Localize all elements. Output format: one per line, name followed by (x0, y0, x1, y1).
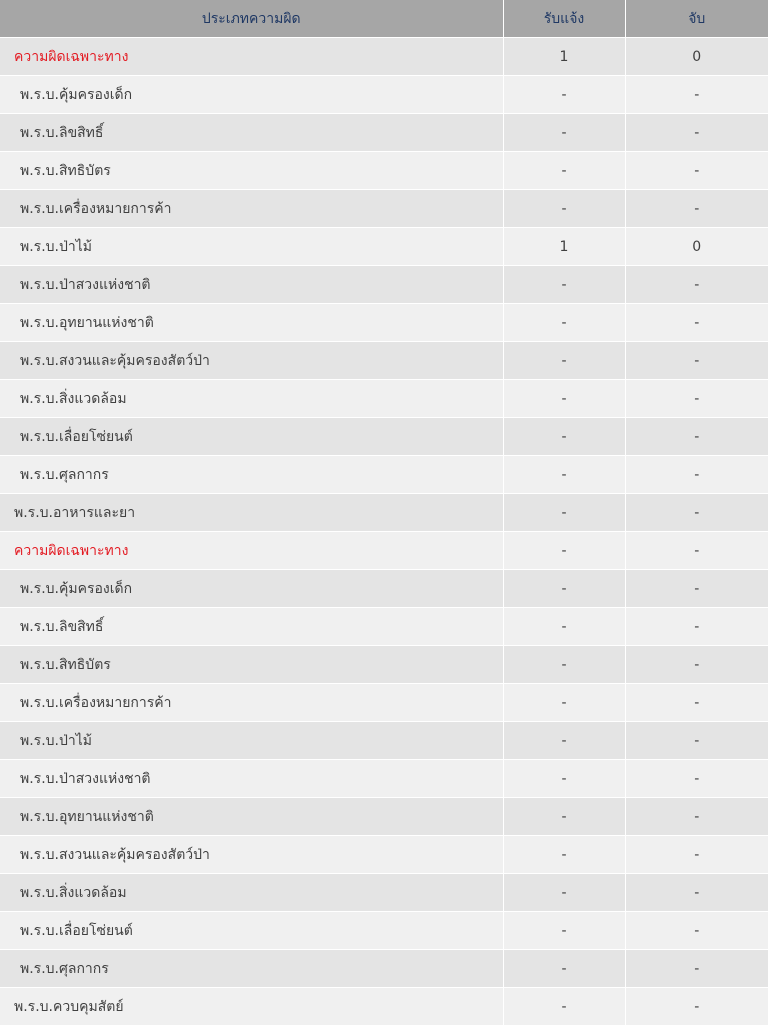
reported-cell: - (503, 380, 625, 418)
arrested-cell: - (625, 874, 768, 912)
offense-type-cell: พ.ร.บ.ลิขสิทธิ์ (0, 608, 503, 646)
table-row (0, 950, 768, 988)
arrested-cell: - (625, 76, 768, 114)
table-row (0, 760, 768, 798)
offense-type-cell: พ.ร.บ.ป่าไม้ (0, 722, 503, 760)
reported-cell: - (503, 646, 625, 684)
arrested-cell: - (625, 836, 768, 874)
reported-cell: - (503, 494, 625, 532)
table-row (0, 152, 768, 190)
table-row (0, 570, 768, 608)
arrested-cell: 0 (625, 38, 768, 76)
reported-cell: - (503, 874, 625, 912)
header-row (0, 0, 768, 38)
table-row (0, 418, 768, 456)
reported-cell: - (503, 456, 625, 494)
reported-cell: - (503, 988, 625, 1026)
header-offense-type: ประเภทความผิด (0, 0, 503, 38)
offense-type-cell: พ.ร.บ.เครื่องหมายการค้า (0, 684, 503, 722)
offense-type-cell: พ.ร.บ.ควบคุมสัตย์ (0, 988, 503, 1026)
reported-cell: - (503, 684, 625, 722)
table-row (0, 798, 768, 836)
offense-type-cell: พ.ร.บ.เลื่อยโซ่ยนต์ (0, 912, 503, 950)
arrested-cell: - (625, 646, 768, 684)
reported-cell: - (503, 532, 625, 570)
offense-type-cell: พ.ร.บ.อาหารและยา (0, 494, 503, 532)
table-row (0, 608, 768, 646)
arrested-cell: - (625, 456, 768, 494)
offense-type-cell: พ.ร.บ.สงวนและคุ้มครองสัตว์ป่า (0, 342, 503, 380)
arrested-cell: - (625, 418, 768, 456)
arrested-cell: - (625, 798, 768, 836)
offense-type-cell: พ.ร.บ.สิ่งแวดล้อม (0, 874, 503, 912)
table-row (0, 190, 768, 228)
category-label: ความผิดเฉพาะทาง (0, 38, 503, 76)
table-row (0, 836, 768, 874)
table-row (0, 266, 768, 304)
table-row (0, 228, 768, 266)
offense-type-cell: พ.ร.บ.สิทธิบัตร (0, 646, 503, 684)
reported-cell: - (503, 836, 625, 874)
reported-cell: - (503, 760, 625, 798)
table-row (0, 114, 768, 152)
offense-type-cell: พ.ร.บ.สงวนและคุ้มครองสัตว์ป่า (0, 836, 503, 874)
reported-cell: - (503, 76, 625, 114)
table-row (0, 456, 768, 494)
reported-cell: - (503, 114, 625, 152)
reported-cell: - (503, 304, 625, 342)
arrested-cell: - (625, 760, 768, 798)
reported-cell: 1 (503, 38, 625, 76)
table-row (0, 988, 768, 1026)
arrested-cell: - (625, 304, 768, 342)
arrested-cell: - (625, 266, 768, 304)
table-row (0, 494, 768, 532)
arrested-cell: - (625, 532, 768, 570)
header-arrested: จับ (625, 0, 768, 38)
arrested-cell: - (625, 722, 768, 760)
offense-type-cell: พ.ร.บ.สิ่งแวดล้อม (0, 380, 503, 418)
offense-type-cell: พ.ร.บ.อุทยานแห่งชาติ (0, 304, 503, 342)
offense-type-cell: พ.ร.บ.ศุลกากร (0, 950, 503, 988)
reported-cell: - (503, 570, 625, 608)
header-reported: รับแจ้ง (503, 0, 625, 38)
reported-cell: - (503, 722, 625, 760)
offense-type-cell: พ.ร.บ.คุ้มครองเด็ก (0, 76, 503, 114)
offense-type-cell: พ.ร.บ.ศุลกากร (0, 456, 503, 494)
table-row (0, 874, 768, 912)
arrested-cell: - (625, 684, 768, 722)
offense-type-cell: พ.ร.บ.ป่าสวงแห่งชาติ (0, 760, 503, 798)
table-row (0, 304, 768, 342)
arrested-cell: - (625, 342, 768, 380)
table-row (0, 722, 768, 760)
arrested-cell: - (625, 152, 768, 190)
offense-type-cell: พ.ร.บ.เครื่องหมายการค้า (0, 190, 503, 228)
reported-cell: - (503, 152, 625, 190)
offense-type-cell: พ.ร.บ.เลื่อยโซ่ยนต์ (0, 418, 503, 456)
offense-type-cell: พ.ร.บ.อุทยานแห่งชาติ (0, 798, 503, 836)
category-row (0, 38, 768, 76)
offense-type-cell: พ.ร.บ.ลิขสิทธิ์ (0, 114, 503, 152)
arrested-cell: - (625, 114, 768, 152)
arrested-cell: - (625, 950, 768, 988)
offense-type-cell: พ.ร.บ.ป่าไม้ (0, 228, 503, 266)
arrested-cell: - (625, 380, 768, 418)
reported-cell: - (503, 266, 625, 304)
table-header (0, 0, 768, 38)
offense-type-cell: พ.ร.บ.ป่าสวงแห่งชาติ (0, 266, 503, 304)
arrested-cell: - (625, 912, 768, 950)
reported-cell: - (503, 912, 625, 950)
category-row (0, 532, 768, 570)
arrested-cell: - (625, 988, 768, 1026)
table-row (0, 684, 768, 722)
reported-cell: 1 (503, 228, 625, 266)
arrested-cell: - (625, 190, 768, 228)
reported-cell: - (503, 798, 625, 836)
arrested-cell: - (625, 494, 768, 532)
reported-cell: - (503, 190, 625, 228)
table-row (0, 76, 768, 114)
table-row (0, 912, 768, 950)
reported-cell: - (503, 418, 625, 456)
reported-cell: - (503, 608, 625, 646)
table-row (0, 380, 768, 418)
category-label: ความผิดเฉพาะทาง (0, 532, 503, 570)
reported-cell: - (503, 950, 625, 988)
reported-cell: - (503, 342, 625, 380)
table-row (0, 646, 768, 684)
table-body (0, 38, 768, 1026)
arrested-cell: 0 (625, 228, 768, 266)
offense-type-cell: พ.ร.บ.คุ้มครองเด็ก (0, 570, 503, 608)
offense-type-cell: พ.ร.บ.สิทธิบัตร (0, 152, 503, 190)
table-row (0, 342, 768, 380)
arrested-cell: - (625, 570, 768, 608)
arrested-cell: - (625, 608, 768, 646)
